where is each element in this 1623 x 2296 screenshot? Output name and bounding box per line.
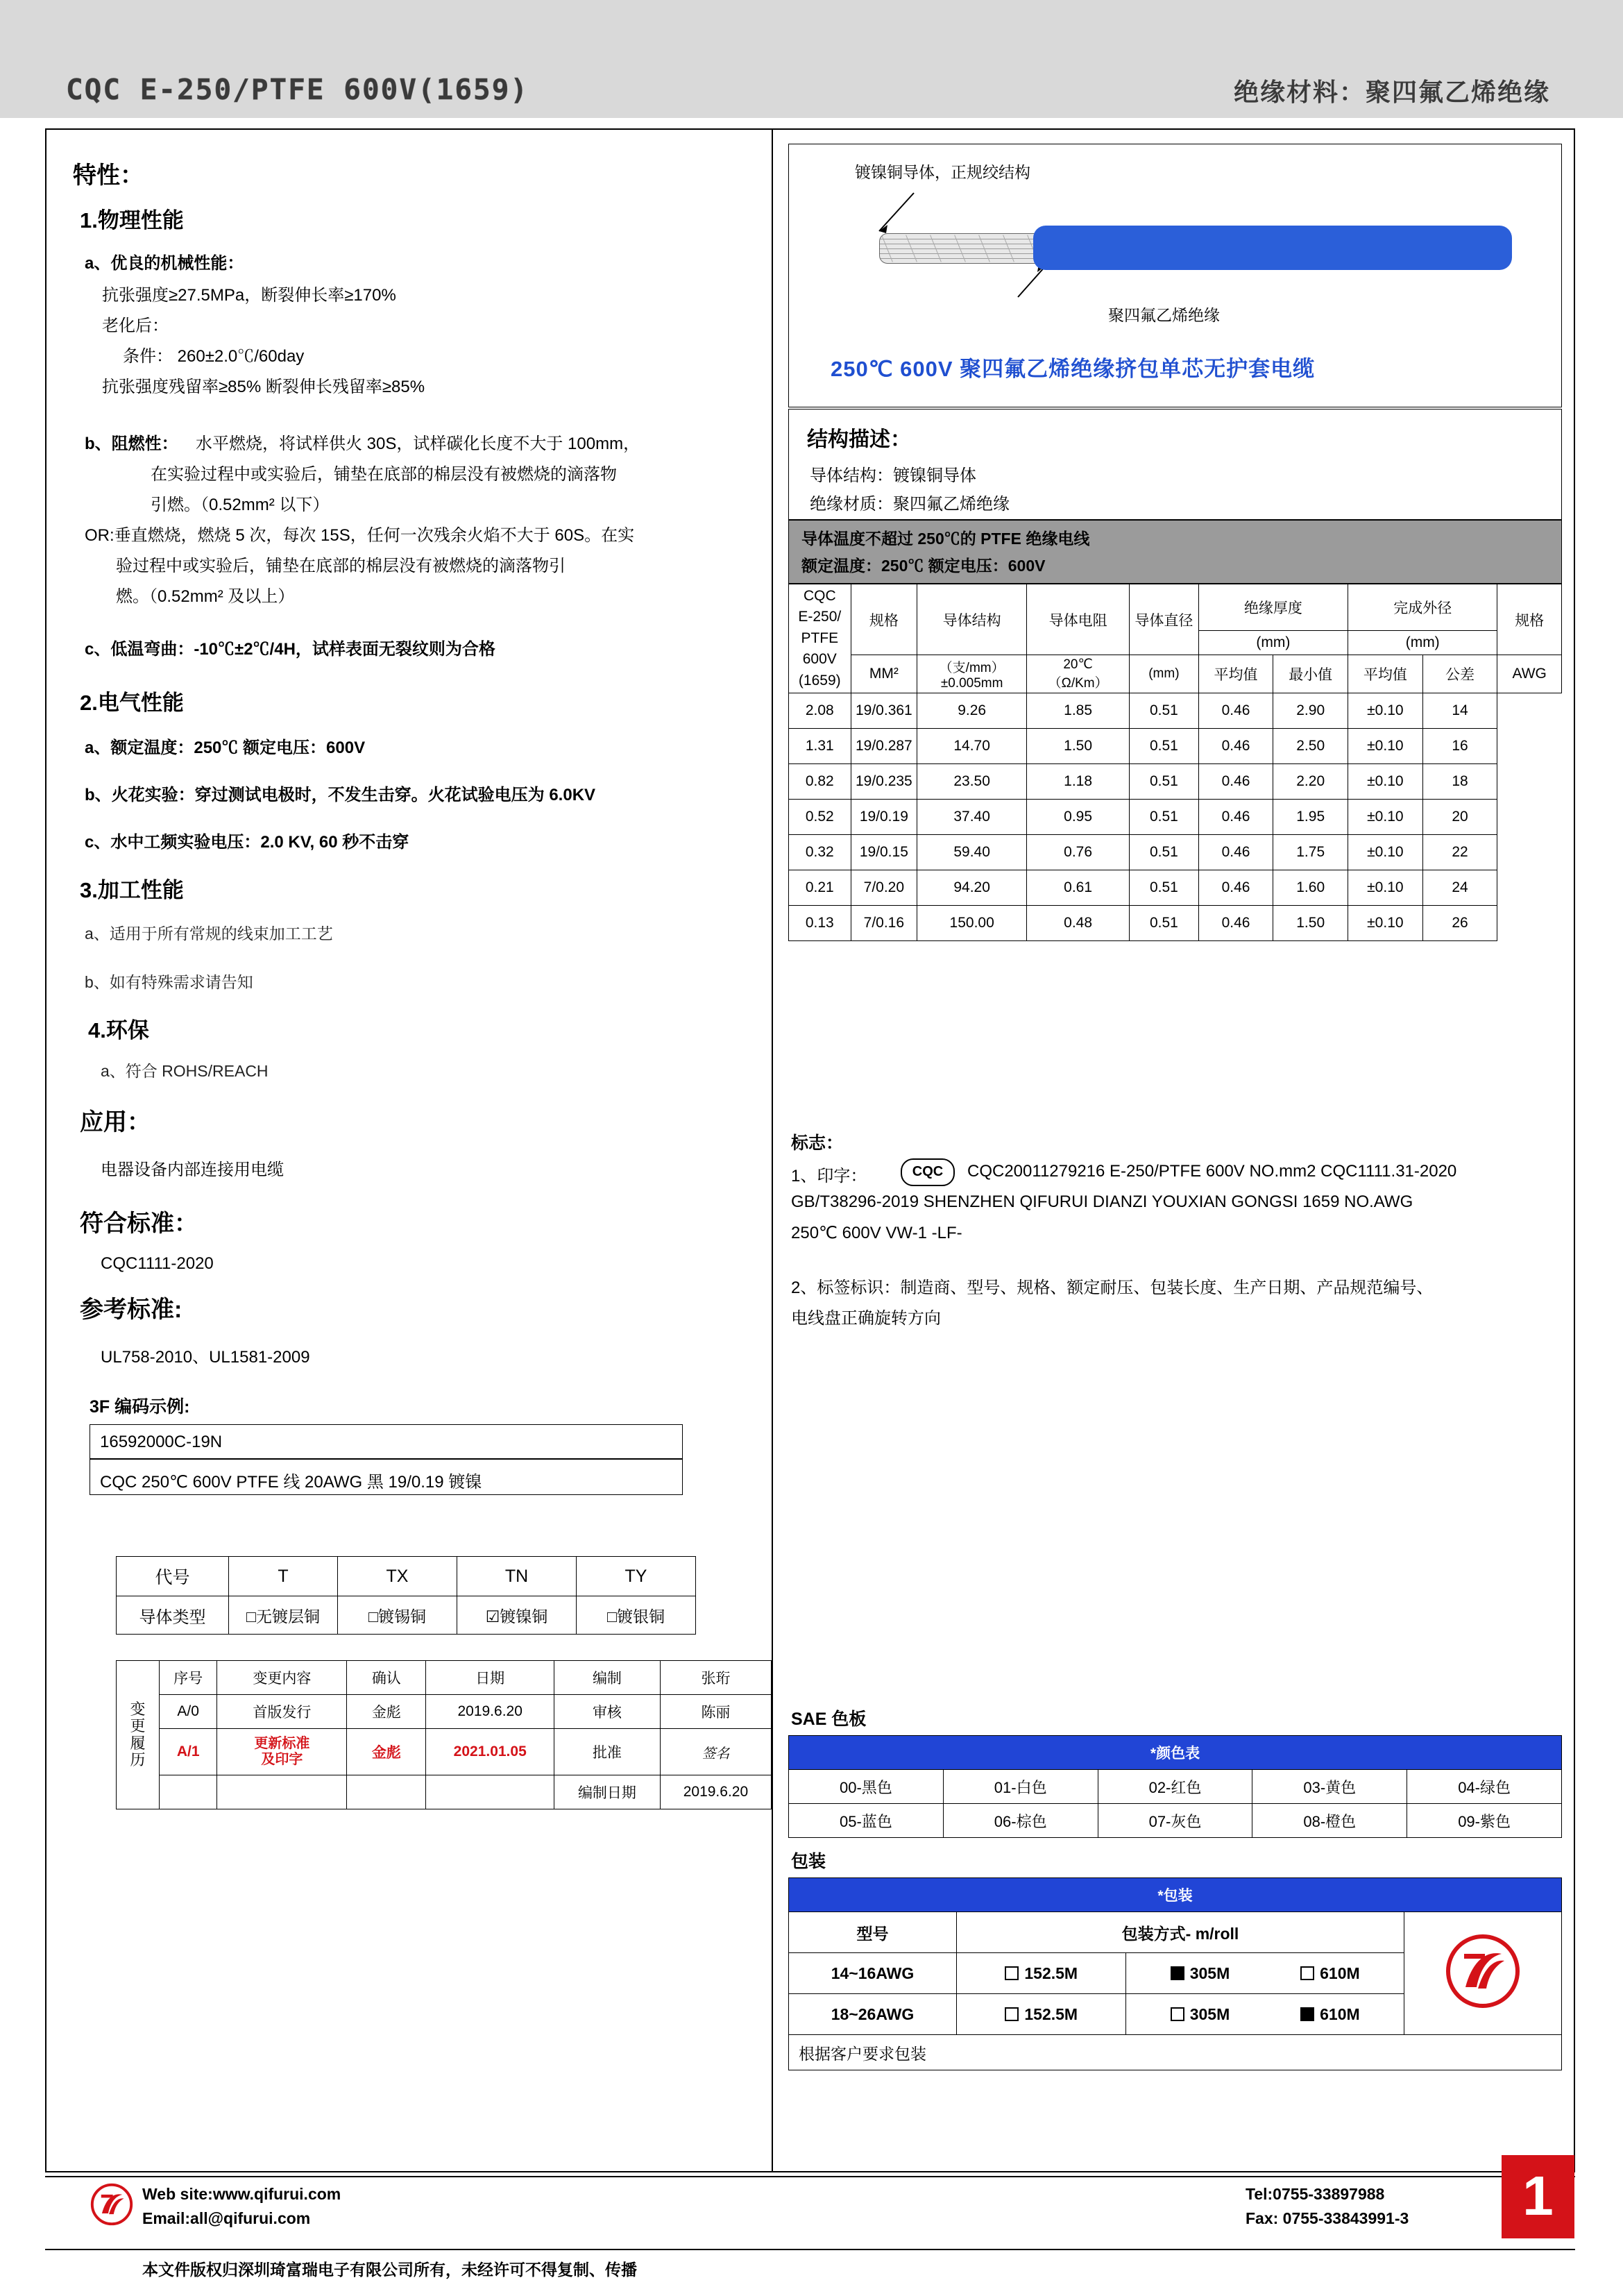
footer-divider-top bbox=[45, 2176, 1575, 2177]
spec-r3-size: 0.52 bbox=[789, 800, 851, 835]
revision-header-no: 序号 bbox=[159, 1661, 217, 1695]
conductor-type-table-wrap bbox=[116, 1556, 696, 1635]
table-row bbox=[789, 800, 1562, 835]
sae-c04: 04-绿色 bbox=[1407, 1770, 1562, 1804]
spec-sub-insul-avg: 平均值 bbox=[1198, 655, 1273, 693]
revision-r3-prepare: 编制日期 bbox=[554, 1775, 661, 1809]
company-logo-icon bbox=[1445, 1933, 1521, 2009]
spec-r1-struct: 19/0.287 bbox=[851, 729, 917, 764]
code-header-ty: TY bbox=[577, 1557, 696, 1596]
table-row bbox=[117, 1596, 696, 1635]
table-row bbox=[789, 764, 1562, 800]
sae-head: *颜色表 bbox=[789, 1736, 1562, 1770]
marking-item1-label: 1、印字： bbox=[791, 1167, 867, 1185]
spec-r5-diam: 0.61 bbox=[1027, 870, 1130, 906]
physical-a-title: a、优良的机械性能： bbox=[85, 254, 244, 273]
physical-b-line5: 验过程中或实验后，铺垫在底部的棉层没有被燃烧的滴落物引 bbox=[116, 557, 566, 575]
company-logo-cell bbox=[1404, 1912, 1562, 2035]
spec-r0-od-tol: ±0.10 bbox=[1348, 693, 1423, 729]
revision-header-date: 日期 bbox=[426, 1661, 554, 1695]
spec-sub-insul-min: 最小值 bbox=[1273, 655, 1348, 693]
spec-col-resist: 导体电阻 bbox=[1027, 584, 1130, 655]
spec-col-od-unit: (mm) bbox=[1348, 631, 1497, 655]
revision-header-confirm: 确认 bbox=[347, 1661, 426, 1695]
marking-title: 标志： bbox=[791, 1133, 844, 1153]
reference-text: UL758-2010、UL1581-2009 bbox=[101, 1348, 310, 1367]
revision-r2-content: 更新标准 及印字 bbox=[217, 1729, 347, 1775]
spec-r0-size: 2.08 bbox=[789, 693, 851, 729]
spec-r0-resist: 9.26 bbox=[917, 693, 1027, 729]
spec-r6-diam: 0.48 bbox=[1027, 906, 1130, 941]
spec-r2-insul-min: 0.46 bbox=[1198, 764, 1273, 800]
spec-r5-od-tol: ±0.10 bbox=[1348, 870, 1423, 906]
page-header bbox=[0, 0, 1623, 118]
insulation-jacket bbox=[1033, 226, 1512, 270]
footer-logo bbox=[90, 2183, 133, 2229]
spec-sub-diam-unit: (mm) bbox=[1130, 655, 1199, 693]
table-row bbox=[789, 906, 1562, 941]
table-row bbox=[789, 1912, 1562, 1953]
packing-head: *包装 bbox=[789, 1878, 1562, 1912]
revision-header-prepare: 编制 bbox=[554, 1661, 661, 1695]
spec-r4-struct: 19/0.15 bbox=[851, 835, 917, 870]
conductor-option-tn[interactable]: ☑镀镍铜 bbox=[457, 1596, 577, 1635]
section-physical-title: 1.物理性能 bbox=[80, 208, 184, 233]
revision-r3-name: 2019.6.20 bbox=[660, 1775, 771, 1809]
physical-b-title: b、阻燃性： bbox=[85, 434, 178, 453]
spec-r4-insul-avg: 0.51 bbox=[1130, 835, 1199, 870]
spec-r6-insul-avg: 0.51 bbox=[1130, 906, 1199, 941]
code-example-line2-box bbox=[90, 1459, 683, 1495]
table-row bbox=[789, 1804, 1562, 1838]
spec-r4-od-tol: ±0.10 bbox=[1348, 835, 1423, 870]
spec-r3-insul-avg: 0.51 bbox=[1130, 800, 1199, 835]
table-row bbox=[117, 1661, 772, 1695]
model-line-2: E-250/ bbox=[798, 609, 842, 625]
packing-r1-opt0[interactable]: 152.5M bbox=[957, 1994, 1126, 2035]
code-header-label: 代号 bbox=[117, 1557, 229, 1596]
spec-r4-awg: 22 bbox=[1422, 835, 1497, 870]
revision-r1-prepare: 审核 bbox=[554, 1695, 661, 1729]
table-row bbox=[789, 870, 1562, 906]
sae-c09: 09-紫色 bbox=[1407, 1804, 1562, 1838]
sae-c06: 06-棕色 bbox=[943, 1804, 1098, 1838]
revision-r1-name: 陈丽 bbox=[660, 1695, 771, 1729]
packing-table bbox=[788, 1877, 1562, 2070]
physical-b-line4: OR:垂直燃烧，燃烧 5 次，每次 15S，任何一次残余火焰不大于 60S。在实 bbox=[85, 526, 635, 545]
marking-item1-line2: GB/T38296-2019 SHENZHEN QIFURUI DIANZI YOUXIAN GONGSI 1659 NO.AWG bbox=[791, 1192, 1413, 1211]
spec-r3-awg: 20 bbox=[1422, 800, 1497, 835]
spec-r3-insul-min: 0.46 bbox=[1198, 800, 1273, 835]
drawing-label-insulation: 聚四氟乙烯绝缘 bbox=[1108, 306, 1220, 324]
structure-line1: 导体结构：镀镍铜导体 bbox=[810, 466, 976, 485]
spec-sub-od-avg: 平均值 bbox=[1348, 655, 1423, 693]
section-environment-title: 4.环保 bbox=[88, 1018, 149, 1043]
spec-head-line2: 额定温度：250℃ 额定电压：600V bbox=[801, 557, 1046, 575]
spec-table bbox=[788, 584, 1562, 941]
standard-text: CQC1111-2020 bbox=[101, 1254, 214, 1273]
cqc-badge-icon: CQC bbox=[901, 1158, 955, 1186]
table-row bbox=[789, 2035, 1562, 2070]
spec-r4-size: 0.32 bbox=[789, 835, 851, 870]
code-header-tx: TX bbox=[338, 1557, 457, 1596]
code-example-line2: CQC 250℃ 600V PTFE 线 20AWG 黑 19/0.19 镀镍 bbox=[100, 1473, 482, 1492]
sae-c07: 07-灰色 bbox=[1098, 1804, 1252, 1838]
spec-r3-od-avg: 1.95 bbox=[1273, 800, 1348, 835]
company-logo-icon bbox=[90, 2183, 133, 2226]
spec-r0-diam: 1.85 bbox=[1027, 693, 1130, 729]
spec-r1-diam: 1.50 bbox=[1027, 729, 1130, 764]
table-row bbox=[789, 835, 1562, 870]
packing-note: 根据客户要求包装 bbox=[789, 2035, 1562, 2070]
spec-col-diam: 导体直径 bbox=[1130, 584, 1199, 655]
marking-item2-line2: 电线盘正确旋转方向 bbox=[791, 1309, 941, 1328]
drawing-caption: 250℃ 600V 聚四氟乙烯绝缘挤包单芯无护套电缆 bbox=[831, 357, 1316, 381]
section-electrical-title: 2.电气性能 bbox=[80, 691, 184, 715]
spec-r1-size: 1.31 bbox=[789, 729, 851, 764]
spec-r2-od-tol: ±0.10 bbox=[1348, 764, 1423, 800]
model-line-1: CQC bbox=[803, 588, 836, 604]
spec-r3-diam: 0.95 bbox=[1027, 800, 1130, 835]
spec-r5-insul-avg: 0.51 bbox=[1130, 870, 1199, 906]
spec-r4-diam: 0.76 bbox=[1027, 835, 1130, 870]
header-right-title: 绝缘材料：聚四氟乙烯绝缘 bbox=[1233, 78, 1550, 106]
model-line-3: PTFE bbox=[801, 630, 839, 646]
packing-r1-model: 18~26AWG bbox=[789, 1994, 957, 2035]
revision-r2-signature: 签名 bbox=[660, 1729, 771, 1775]
conductor-type-table bbox=[116, 1556, 696, 1635]
packing-r0-model: 14~16AWG bbox=[789, 1953, 957, 1994]
code-header-tn: TN bbox=[457, 1557, 577, 1596]
revision-r1-no: A/0 bbox=[159, 1695, 217, 1729]
spec-r2-diam: 1.18 bbox=[1027, 764, 1130, 800]
spec-r1-od-avg: 2.50 bbox=[1273, 729, 1348, 764]
features-title: 特性： bbox=[73, 162, 144, 189]
electrical-c: c、水中工频实验电压：2.0 KV, 60 秒不击穿 bbox=[85, 833, 409, 852]
spec-sub-struct-unit: （支/mm） ±0.005mm bbox=[917, 655, 1027, 693]
standard-title: 符合标准： bbox=[80, 1210, 198, 1237]
table-row bbox=[789, 729, 1562, 764]
spec-r0-od-avg: 2.90 bbox=[1273, 693, 1348, 729]
model-line-4: 600V bbox=[802, 651, 837, 668]
physical-b-line6: 燃。（0.52mm² 及以上） bbox=[116, 587, 295, 606]
spec-r1-awg: 16 bbox=[1422, 729, 1497, 764]
spec-r5-size: 0.21 bbox=[789, 870, 851, 906]
spec-r6-struct: 7/0.16 bbox=[851, 906, 917, 941]
code-header-t: T bbox=[229, 1557, 338, 1596]
spec-r4-resist: 59.40 bbox=[917, 835, 1027, 870]
table-row bbox=[117, 1775, 772, 1809]
cable-drawing-box bbox=[788, 144, 1562, 407]
spec-r3-od-tol: ±0.10 bbox=[1348, 800, 1423, 835]
footer-fax: Fax: 0755-33843991-3 bbox=[1246, 2209, 1409, 2227]
conductor-option-t[interactable]: □无镀层铜 bbox=[229, 1596, 338, 1635]
spec-r1-insul-min: 0.46 bbox=[1198, 729, 1273, 764]
spec-sub-od-tol: 公差 bbox=[1422, 655, 1497, 693]
spec-r5-insul-min: 0.46 bbox=[1198, 870, 1273, 906]
table-row bbox=[789, 1878, 1562, 1912]
spec-r5-od-avg: 1.60 bbox=[1273, 870, 1348, 906]
packing-title: 包装 bbox=[791, 1852, 826, 1871]
spec-r6-resist: 150.00 bbox=[917, 906, 1027, 941]
spec-r2-insul-avg: 0.51 bbox=[1130, 764, 1199, 800]
marking-item2-line1: 2、标签标识：制造商、型号、规格、额定耐压、包装长度、生产日期、产品规范编号、 bbox=[791, 1278, 1434, 1297]
spec-r0-insul-avg: 0.51 bbox=[1130, 693, 1199, 729]
spec-r2-awg: 18 bbox=[1422, 764, 1497, 800]
spec-col-insul-unit: (mm) bbox=[1198, 631, 1348, 655]
marking-item1-line3: 250℃ 600V VW-1 -LF- bbox=[791, 1224, 962, 1242]
packing-r1-opt12[interactable]: 305M 610M bbox=[1126, 1994, 1404, 2035]
right-column bbox=[773, 130, 1575, 2171]
sae-c02: 02-红色 bbox=[1098, 1770, 1252, 1804]
packing-r0-opt0[interactable]: 152.5M bbox=[957, 1953, 1126, 1994]
revision-r3-confirm bbox=[347, 1775, 426, 1809]
packing-col-model: 型号 bbox=[789, 1912, 957, 1953]
processing-b: b、如有特殊需求请告知 bbox=[85, 973, 253, 991]
spec-r5-awg: 24 bbox=[1422, 870, 1497, 906]
physical-a-line1: 抗张强度≥27.5MPa，断裂伸长率≥170% bbox=[102, 286, 396, 305]
footer-website[interactable]: Web site:www.qifurui.com bbox=[142, 2185, 341, 2203]
spec-r6-od-avg: 1.50 bbox=[1273, 906, 1348, 941]
physical-b-line1: 水平燃烧，将试样供火 30S，试样碳化长度不大于 100mm， bbox=[196, 434, 640, 453]
sae-c03: 03-黄色 bbox=[1252, 1770, 1407, 1804]
section-processing-title: 3.加工性能 bbox=[80, 878, 184, 902]
sae-c00: 00-黑色 bbox=[789, 1770, 944, 1804]
sae-table-wrap bbox=[788, 1735, 1562, 1838]
table-row bbox=[117, 1557, 696, 1596]
physical-b-line2: 在实验过程中或实验后，铺垫在底部的棉层没有被燃烧的滴落物 bbox=[151, 465, 617, 484]
spec-r3-struct: 19/0.19 bbox=[851, 800, 917, 835]
spec-col-model bbox=[789, 584, 851, 693]
conductor-option-tx[interactable]: □镀锡铜 bbox=[338, 1596, 457, 1635]
code-example-line1: 16592000C-19N bbox=[100, 1433, 223, 1451]
spec-r4-od-avg: 1.75 bbox=[1273, 835, 1348, 870]
table-row bbox=[789, 1770, 1562, 1804]
code-example-title: 3F 编码示例: bbox=[90, 1397, 190, 1417]
sae-color-table bbox=[788, 1735, 1562, 1838]
spec-r6-insul-min: 0.46 bbox=[1198, 906, 1273, 941]
spec-r1-insul-avg: 0.51 bbox=[1130, 729, 1199, 764]
footer-email[interactable]: Email:all@qifurui.com bbox=[142, 2209, 311, 2227]
spec-r5-struct: 7/0.20 bbox=[851, 870, 917, 906]
spec-col-size: 规格 bbox=[851, 584, 917, 655]
spec-sub-size-unit: MM² bbox=[851, 655, 917, 693]
sae-c08: 08-橙色 bbox=[1252, 1804, 1407, 1838]
table-row bbox=[117, 1729, 772, 1775]
drawing-label-conductor: 镀镍铜导体，正规绞结构 bbox=[855, 163, 1030, 181]
model-line-5: (1659) bbox=[798, 672, 841, 689]
spec-r1-od-tol: ±0.10 bbox=[1348, 729, 1423, 764]
revision-r2-confirm: 金彪 bbox=[347, 1729, 426, 1775]
revision-r2-date: 2021.01.05 bbox=[426, 1729, 554, 1775]
spec-r2-od-avg: 2.20 bbox=[1273, 764, 1348, 800]
spec-r6-size: 0.13 bbox=[789, 906, 851, 941]
revision-r1-date: 2019.6.20 bbox=[426, 1695, 554, 1729]
footer-copyright: 本文件版权归深圳琦富瑞电子有限公司所有，未经许可不得复制、传播 bbox=[142, 2261, 637, 2279]
environment-a: a、符合 ROHS/REACH bbox=[101, 1062, 269, 1080]
marking-item1-line1: CQC20011279216 E-250/PTFE 600V NO.mm2 CQC1111.31-2020 bbox=[967, 1162, 1457, 1181]
spec-r0-struct: 19/0.361 bbox=[851, 693, 917, 729]
revision-r3-content bbox=[217, 1775, 347, 1809]
content-frame bbox=[45, 128, 1575, 2172]
application-text: 电器设备内部连接用电缆 bbox=[101, 1160, 284, 1179]
physical-a-line3: 条件： 260±2.0℃/60day bbox=[123, 347, 305, 366]
spec-col-struct: 导体结构 bbox=[917, 584, 1027, 655]
physical-b-line3: 引燃。（0.52mm² 以下） bbox=[151, 496, 330, 514]
spec-r6-od-tol: ±0.10 bbox=[1348, 906, 1423, 941]
packing-table-wrap bbox=[788, 1877, 1562, 2070]
packing-r0-opt12[interactable]: 305M 610M bbox=[1126, 1953, 1404, 1994]
footer-divider-bottom bbox=[45, 2249, 1575, 2250]
spec-r2-size: 0.82 bbox=[789, 764, 851, 800]
conductor-type-label: 导体类型 bbox=[117, 1596, 229, 1635]
application-title: 应用： bbox=[80, 1109, 151, 1136]
reference-title: 参考标准: bbox=[80, 1297, 182, 1323]
spec-r6-awg: 26 bbox=[1422, 906, 1497, 941]
revision-history-table bbox=[116, 1660, 772, 1809]
electrical-b: b、火花实验：穿过测试电极时，不发生击穿。火花试验电压为 6.0KV bbox=[85, 786, 596, 804]
spec-sub-resist-unit: 20℃ （Ω/Km） bbox=[1027, 655, 1130, 693]
footer-tel: Tel:0755-33897988 bbox=[1246, 2185, 1385, 2203]
table-row bbox=[789, 693, 1562, 729]
spec-sub-awg-unit: AWG bbox=[1497, 655, 1562, 693]
packing-col-method: 包装方式- m/roll bbox=[957, 1912, 1404, 1953]
physical-a-line4: 抗张强度残留率≥85% 断裂伸长残留率≥85% bbox=[102, 378, 425, 396]
revision-r2-prepare: 批准 bbox=[554, 1729, 661, 1775]
spec-r4-insul-min: 0.46 bbox=[1198, 835, 1273, 870]
revision-r2-no: A/1 bbox=[159, 1729, 217, 1775]
sae-title: SAE 色板 bbox=[791, 1710, 867, 1729]
physical-c: c、低温弯曲：-10℃±2℃/4H，试样表面无裂纹则为合格 bbox=[85, 640, 495, 659]
structure-line2: 绝缘材质：聚四氟乙烯绝缘 bbox=[810, 495, 1010, 514]
spec-r0-awg: 14 bbox=[1422, 693, 1497, 729]
code-example-line1-box bbox=[90, 1424, 683, 1459]
spec-r2-struct: 19/0.235 bbox=[851, 764, 917, 800]
processing-a: a、适用于所有常规的线束加工工艺 bbox=[85, 925, 333, 943]
table-row bbox=[789, 584, 1562, 631]
spec-r2-resist: 23.50 bbox=[917, 764, 1027, 800]
spec-r0-insul-min: 0.46 bbox=[1198, 693, 1273, 729]
spec-table-header-band bbox=[788, 520, 1562, 584]
spec-r3-resist: 37.40 bbox=[917, 800, 1027, 835]
revision-r3-date bbox=[426, 1775, 554, 1809]
left-column bbox=[46, 130, 772, 2171]
revision-history-wrap bbox=[116, 1660, 772, 1809]
revision-header-name: 张珩 bbox=[660, 1661, 771, 1695]
revision-r1-confirm: 金彪 bbox=[347, 1695, 426, 1729]
revision-r3-no bbox=[159, 1775, 217, 1809]
revision-r1-content: 首版发行 bbox=[217, 1695, 347, 1729]
sae-c05: 05-蓝色 bbox=[789, 1804, 944, 1838]
spec-head-line1: 导体温度不超过 250℃的 PTFE 绝缘电线 bbox=[801, 530, 1090, 548]
table-row bbox=[117, 1695, 772, 1729]
page-number: 1 bbox=[1502, 2155, 1574, 2238]
conductor-strands bbox=[879, 233, 1054, 264]
structure-title: 结构描述： bbox=[807, 428, 911, 451]
header-left-title: CQC E-250/PTFE 600V(1659) bbox=[66, 73, 529, 106]
table-row bbox=[789, 655, 1562, 693]
revision-header-content: 变更内容 bbox=[217, 1661, 347, 1695]
sae-c01: 01-白色 bbox=[943, 1770, 1098, 1804]
spec-table-wrap bbox=[788, 584, 1562, 941]
revision-side-label: 变 更 履 历 bbox=[117, 1661, 160, 1809]
spec-r5-resist: 94.20 bbox=[917, 870, 1027, 906]
structure-box bbox=[788, 409, 1562, 520]
spec-col-insul: 绝缘厚度 bbox=[1198, 584, 1348, 631]
conductor-option-ty[interactable]: □镀银铜 bbox=[577, 1596, 696, 1635]
electrical-a: a、额定温度：250℃ 额定电压：600V bbox=[85, 738, 366, 757]
table-row bbox=[789, 1736, 1562, 1770]
physical-a-line2: 老化后： bbox=[102, 316, 169, 335]
spec-r1-resist: 14.70 bbox=[917, 729, 1027, 764]
spec-col-od: 完成外径 bbox=[1348, 584, 1497, 631]
spec-col-awg: 规格 bbox=[1497, 584, 1562, 655]
